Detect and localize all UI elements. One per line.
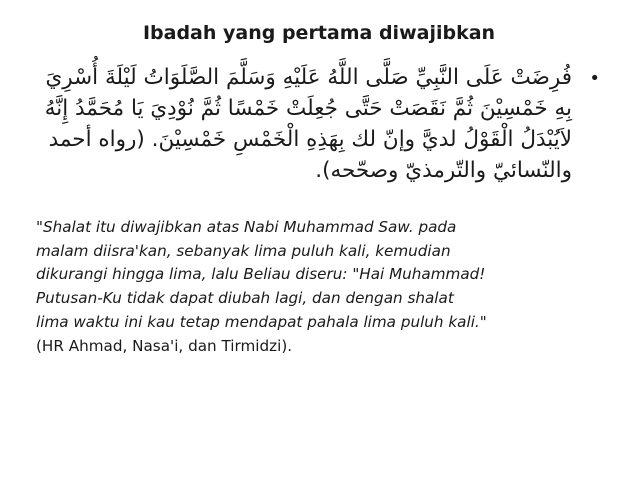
citation-line: (HR Ahmad, Nasa'i, dan Tirmidzi). [36,336,293,355]
translation-line [36,311,616,335]
arabic-hadith-block [34,62,600,192]
translation-line: "Shalat itu diwajibkan atas Nabi Muhammad Saw. pada [36,218,457,236]
slide-title: Ibadah yang pertama diwajibkan [142,22,496,44]
translation-paragraph [36,216,616,358]
closing-quote: " [479,312,487,331]
translation-line: Putusan-Ku tidak dapat diubah lagi, dan dengan shalat [36,289,454,308]
translation-line: dikurangi hingga lima, lalu Beliau diseru: "Hai Muhammad! [36,265,486,284]
bullet-icon: • [589,68,600,89]
arabic-hadith-text: فُرِضَتْ عَلَى النَّبِيِّ صَلَّى اللَّهُ عَلَيْهِ وَسَلَّمَ الصَّلَوَاتُ لَيْلَةَ أُسْرِيَ بِهِ خَمْسِيْنَ ثُمَّ نَقَصَتْ حَتَّى جُعِلَتْ خَمْسًا ثُمَّ نُوْدِيَ يَا مُحَمَّدُ إِنَّهُ لاَيُبْدَلُ الْقَوْلُ لديَّ وإنّ لك بِهَذِهِ الْخَمْسِ خَمْسِيْنَ. (رواه أحمد والنّسائيّ والتّرمذيّ وصحّحه). [44,65,572,183]
translation-line-italic: lima waktu ini kau tetap mendapat pahala lima puluh kali. [36,312,480,331]
translation-line: malam diisra'kan, sebanyak lima puluh kali, kemudian [36,241,451,260]
